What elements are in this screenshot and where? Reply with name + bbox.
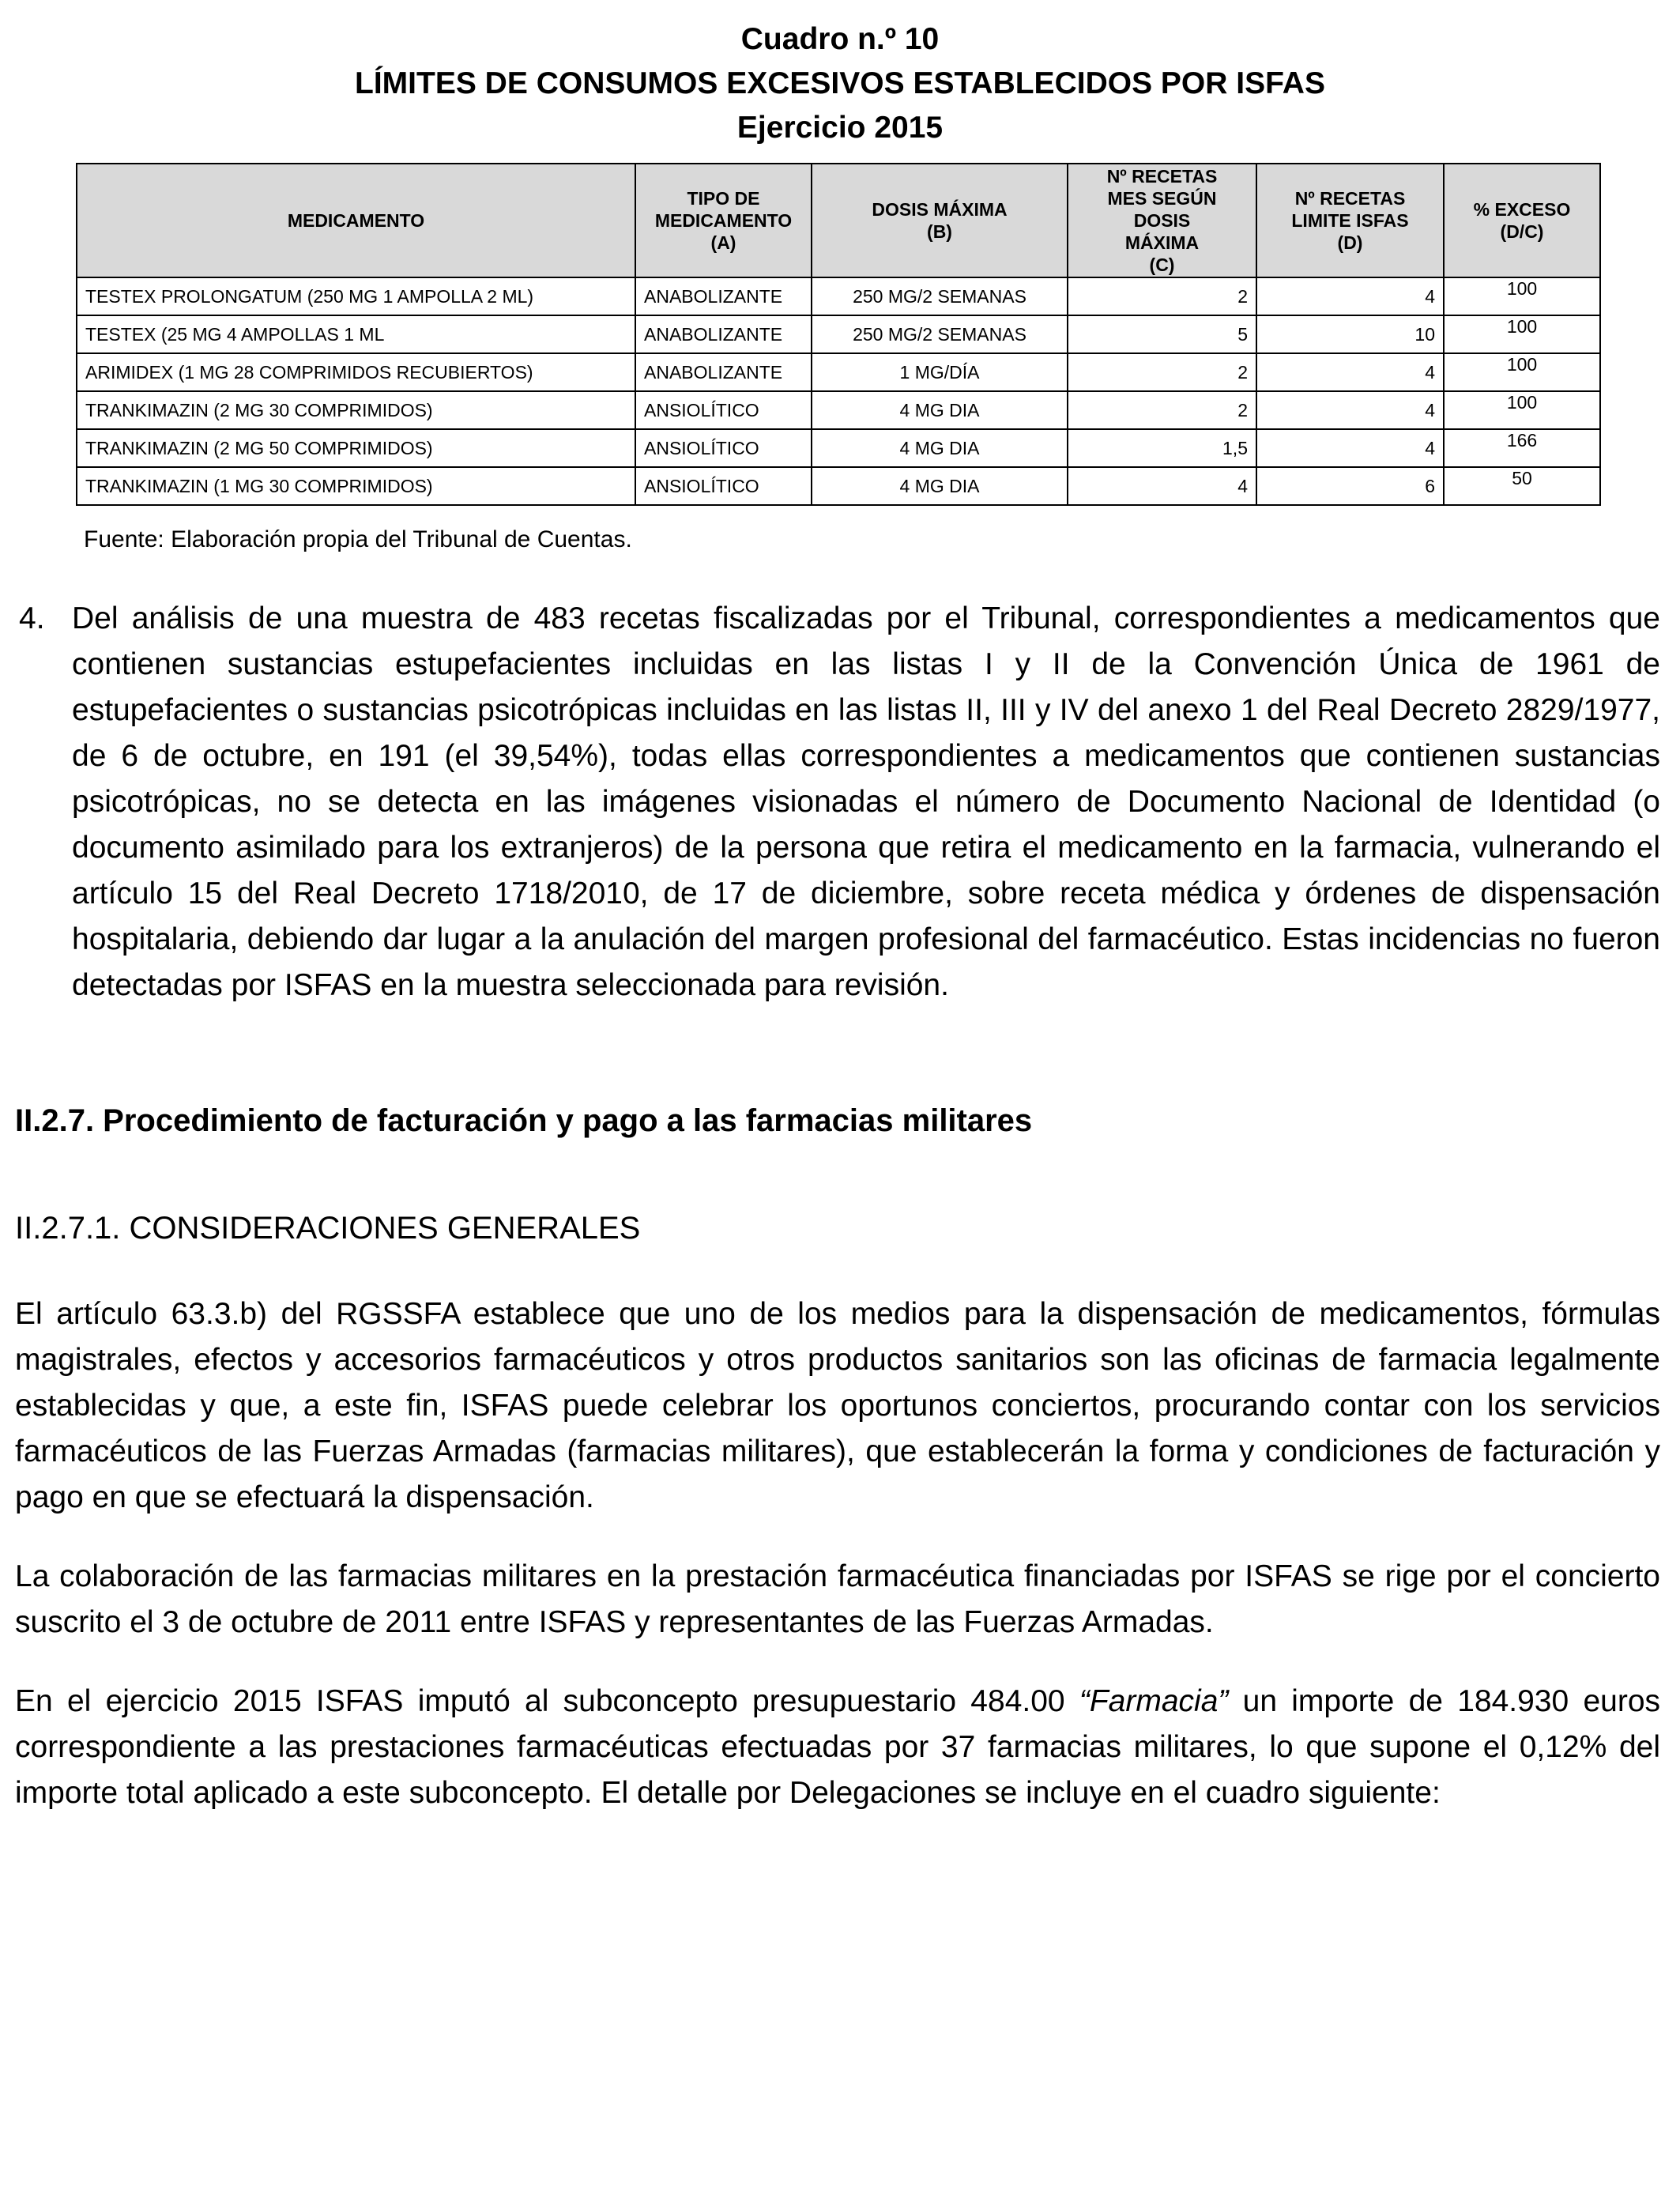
header-tipo: TIPO DE MEDICAMENTO (A) bbox=[635, 164, 812, 277]
cell-recetas-limite: 4 bbox=[1256, 429, 1444, 467]
table-row bbox=[77, 277, 1600, 315]
cell-tipo: ANSIOLÍTICO bbox=[635, 391, 812, 429]
cell-dosis: 1 MG/DÍA bbox=[812, 353, 1068, 391]
cell-recetas-mes: 2 bbox=[1068, 391, 1256, 429]
section-heading: II.2.7. Procedimiento de facturación y pago a las farmacias militares bbox=[15, 1103, 1033, 1138]
header-recetas-mes: Nº RECETAS MES SEGÚN DOSIS MÁXIMA (C) bbox=[1068, 164, 1256, 277]
cell-recetas-mes: 4 bbox=[1068, 467, 1256, 505]
cell-tipo: ANABOLIZANTE bbox=[635, 277, 812, 315]
cell-exceso: 100 bbox=[1444, 315, 1600, 353]
cell-medicamento: TESTEX PROLONGATUM (250 MG 1 AMPOLLA 2 ML) bbox=[77, 277, 635, 315]
cell-tipo: ANSIOLÍTICO bbox=[635, 467, 812, 505]
list-item-number: 4. bbox=[19, 601, 45, 635]
paragraph-article-63: El artículo 63.3.b) del RGSSFA establece que uno de los medios para la dispensación de medicamentos, fórmulas magistrales, efectos y accesorios farmacéuticos y otros productos sanitarios son las oficinas de farmacia legalmente establecidas y que, a este fin, ISFAS puede celebrar los oportunos conciertos, procurando contar con los servicios farmacéuticos de las Fuerzas Armadas (farmacias militares), que establecerán la forma y condiciones de facturación y pago en que se efectuará la dispensación. bbox=[15, 1297, 1660, 1514]
cell-medicamento: TRANKIMAZIN (2 MG 50 COMPRIMIDOS) bbox=[77, 429, 635, 467]
table-number: Cuadro n.º 10 bbox=[740, 22, 940, 56]
cell-dosis: 250 MG/2 SEMANAS bbox=[812, 277, 1068, 315]
table-row bbox=[77, 467, 1600, 505]
cell-exceso: 100 bbox=[1444, 353, 1600, 391]
cell-dosis: 4 MG DIA bbox=[812, 391, 1068, 429]
table-row bbox=[77, 391, 1600, 429]
cell-dosis: 4 MG DIA bbox=[812, 467, 1068, 505]
table-title-block bbox=[0, 17, 1680, 150]
cell-exceso: 100 bbox=[1444, 391, 1600, 429]
cell-tipo: ANABOLIZANTE bbox=[635, 315, 812, 353]
header-dosis: DOSIS MÁXIMA (B) bbox=[812, 164, 1068, 277]
cell-recetas-mes: 5 bbox=[1068, 315, 1256, 353]
cell-tipo: ANSIOLÍTICO bbox=[635, 429, 812, 467]
cell-exceso: 50 bbox=[1444, 467, 1600, 505]
cell-recetas-limite: 6 bbox=[1256, 467, 1444, 505]
cell-recetas-limite: 10 bbox=[1256, 315, 1444, 353]
cell-medicamento: ARIMIDEX (1 MG 28 COMPRIMIDOS RECUBIERTOS) bbox=[77, 353, 635, 391]
cell-exceso: 166 bbox=[1444, 429, 1600, 467]
table-source-note: Fuente: Elaboración propia del Tribunal de Cuentas. bbox=[84, 526, 632, 552]
cell-exceso: 100 bbox=[1444, 277, 1600, 315]
cell-recetas-mes: 1,5 bbox=[1068, 429, 1256, 467]
table-row bbox=[77, 315, 1600, 353]
paragraph-text-part: En el ejercicio 2015 ISFAS imputó al subconcepto presupuestario 484.00 bbox=[15, 1684, 1079, 1718]
table-title: LÍMITES DE CONSUMOS EXCESIVOS ESTABLECIDOS POR ISFAS bbox=[355, 66, 1325, 100]
paragraph-item-4: Del análisis de una muestra de 483 recetas fiscalizadas por el Tribunal, correspondientes a medicamentos que contienen sustancias estupefacientes incluidas en las listas I y II de la Convención Única de 1961 de estupefacientes o sustancias psicotrópicas incluidas en las listas II, III y IV del anexo 1 del Real Decreto 2829/1977, de 6 de octubre, en 191 (el 39,54%), todas ellas correspondientes a medicamentos que contienen sustancias psicotrópicas, no se detecta en las imágenes visionadas el número de Documento Nacional de Identidad (o documento asimilado para los extranjeros) de la persona que retira el medicamento en la farmacia, vulnerando el artículo 15 del Real Decreto 1718/2010, de 17 de diciembre, sobre receta médica y órdenes de dispensación hospitalaria, debiendo dar lugar a la anulación del margen profesional del farmacéutico. Estas incidencias no fueron detectadas por ISFAS en la muestra seleccionada para revisión. bbox=[72, 601, 1660, 1002]
cell-dosis: 4 MG DIA bbox=[812, 429, 1068, 467]
paragraph-italic-term: “Farmacia” bbox=[1079, 1684, 1229, 1718]
cell-medicamento: TRANKIMAZIN (2 MG 30 COMPRIMIDOS) bbox=[77, 391, 635, 429]
subsection-heading: II.2.7.1. CONSIDERACIONES GENERALES bbox=[15, 1211, 641, 1246]
cell-recetas-mes: 2 bbox=[1068, 277, 1256, 315]
cell-recetas-limite: 4 bbox=[1256, 277, 1444, 315]
cell-medicamento: TRANKIMAZIN (1 MG 30 COMPRIMIDOS) bbox=[77, 467, 635, 505]
header-medicamento: MEDICAMENTO bbox=[77, 164, 635, 277]
cell-tipo: ANABOLIZANTE bbox=[635, 353, 812, 391]
paragraph-text-part: un importe de 184.930 euros correspondiente a las prestaciones farmacéuticas efectuadas por 37 farmacias militares, lo que supone el 0,12% del importe total aplicado a este subconcepto. El detalle por Delegaciones se incluye en el cuadro siguiente: bbox=[15, 1684, 1661, 1810]
cell-recetas-limite: 4 bbox=[1256, 391, 1444, 429]
table-subtitle: Ejercicio 2015 bbox=[736, 111, 944, 145]
cell-recetas-mes: 2 bbox=[1068, 353, 1256, 391]
cell-dosis: 250 MG/2 SEMANAS bbox=[812, 315, 1068, 353]
header-exceso: % EXCESO (D/C) bbox=[1444, 164, 1600, 277]
cell-medicamento: TESTEX (25 MG 4 AMPOLLAS 1 ML bbox=[77, 315, 635, 353]
table-row bbox=[77, 429, 1600, 467]
cell-recetas-limite: 4 bbox=[1256, 353, 1444, 391]
table-row bbox=[77, 353, 1600, 391]
header-recetas-limite: Nº RECETAS LIMITE ISFAS (D) bbox=[1256, 164, 1444, 277]
paragraph-ejercicio-2015 bbox=[15, 1679, 1660, 1816]
table-header-row bbox=[77, 164, 1600, 277]
paragraph-concierto: La colaboración de las farmacias militares en la prestación farmacéutica financiadas por ISFAS se rige por el concierto suscrito el 3 de octubre de 2011 entre ISFAS y representantes de las Fuerzas Armadas. bbox=[15, 1559, 1660, 1639]
limits-table bbox=[76, 163, 1601, 506]
